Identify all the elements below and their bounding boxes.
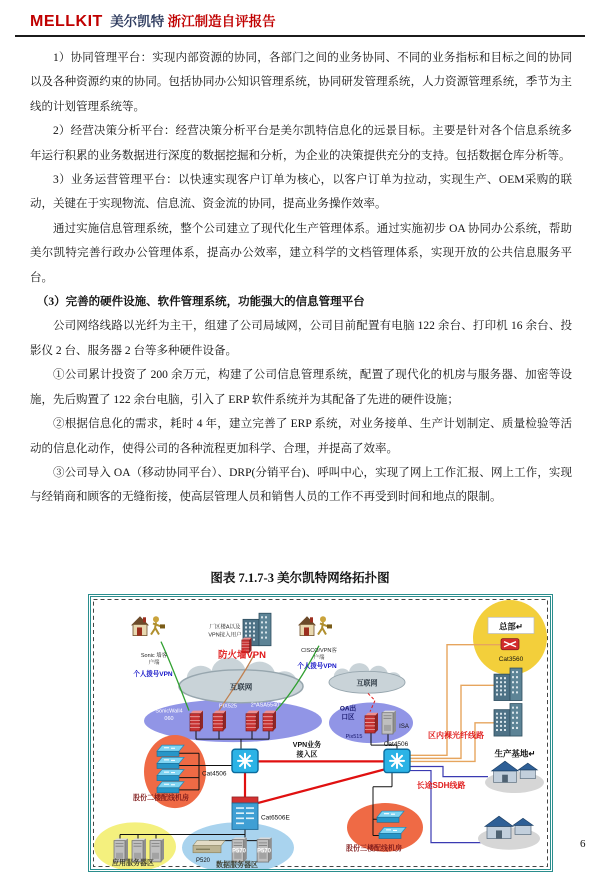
- plant-users-label-2: VPN接入用户: [208, 632, 242, 639]
- personal-vpn-label-left: 个人拨号VPN: [133, 671, 173, 679]
- app-server-icon-2: [132, 839, 146, 862]
- cat3560-label: Cat3560: [498, 655, 524, 663]
- data-server-zone-label: 数据服务器区: [216, 861, 258, 869]
- internet-cloud-left: [179, 658, 303, 703]
- p520-label: P520: [196, 857, 210, 864]
- vpn-access-label-1: VPN业务: [292, 742, 322, 750]
- cat4506-right-label: Cat4506: [383, 741, 409, 749]
- topology-canvas: [91, 597, 550, 869]
- oa-zone-label-1: OA出: [339, 705, 357, 713]
- p570-label-2: P570: [257, 848, 271, 855]
- asa-firewall-icon-2: [263, 711, 276, 731]
- cat6506e-label: Cat6506E: [261, 814, 290, 822]
- wiring-room-3f-label: 股份三楼配线机房: [346, 845, 402, 853]
- sonicwall-label-2: 060: [164, 715, 174, 722]
- header-title-navy: 美尔凯特: [110, 14, 165, 29]
- internet-label-right: 互联网: [356, 680, 378, 688]
- cat4506-right-switch-icon: [384, 749, 410, 772]
- paragraph-8: ②根据信息化的需求，耗时 4 年，建立完善了 ERP 系统，对业务接单、生产计划制定、质量检验等活动的信息化动作，使得公司的各种流程更加科学、合理，并提高了效率。: [30, 418, 572, 455]
- sonicwall-firewall-icon: [190, 711, 203, 731]
- pix515-firewall-icon: [365, 713, 378, 733]
- pix525-firewall-icon: [213, 711, 226, 731]
- paragraph-1: 1）协同管理平台：实现内部资源的协同，各部门之间的业务协同、不同的业务指标和目标之间的协同以及各种资源约束的协同。包括协同办公知识管理系统，协同研发管理系统，人力资源管理系统，季节为主线的计划管理系统等。: [30, 52, 572, 113]
- p520-server-icon: [193, 841, 225, 853]
- header-title-red: 浙江制造自评报告: [167, 14, 276, 29]
- app-server-icon-3: [150, 839, 164, 862]
- isa-label: ISA: [399, 723, 409, 730]
- cat4506-left-label: Cat4506: [202, 770, 227, 778]
- section-heading: （3）完善的硬件设施、软件管理系统，功能强大的信息管理平台: [36, 296, 365, 309]
- red-backbone-links: [245, 761, 384, 804]
- plant-users-label-1: 厂区楼A以及: [209, 624, 241, 631]
- sonic-client-label-1: Sonic 墙客: [140, 652, 168, 659]
- network-topology-diagram: [88, 594, 553, 872]
- production-base-label: 生产基地↵: [494, 748, 536, 759]
- sdh-line-label: 长途SDH线路: [416, 780, 466, 790]
- hq-label: 总部↵: [498, 621, 524, 632]
- vpn-access-label-2: 接入区: [296, 751, 318, 759]
- app-server-zone-label: 应用服务器区: [112, 859, 154, 867]
- figure-caption: 图表 7.1.7-3 美尔凯特网络拓扑图: [210, 571, 390, 585]
- pix525-label: PIX525: [218, 703, 238, 710]
- p570-label-1: P570: [232, 848, 246, 855]
- cat3560-switch-icon: [501, 639, 519, 650]
- isa-server-icon: [382, 711, 396, 734]
- production-site-icon-1: [485, 761, 544, 793]
- cisco-client-label-1: CISCO/VPN客: [301, 647, 337, 654]
- personal-vpn-label-right: 个人拨号VPN: [297, 663, 337, 671]
- internet-label-left: 互联网: [229, 682, 253, 692]
- paragraph-7: ①公司累计投资了 200 余万元，构建了公司信息管理系统，配置了现代化的机房与服务器、加密等设施，先后购置了 122 余台电脑，引入了 ERP 软件系统并为其配备了先进的硬件设施；: [30, 369, 572, 406]
- sonicwall-label-1: SonicWall4: [155, 708, 183, 715]
- sonic-remote-user-icon: [131, 616, 165, 635]
- cat4506-left-switch-icon: [232, 749, 258, 772]
- hq-zone: [473, 600, 547, 675]
- paragraph-6: 公司网络线路以光纤为主干，组建了公司局域网，公司目前配置有电脑 122 余台、打印机 16 余台、投影仪 2 台、服务器 2 台等多种硬件设备。: [30, 320, 572, 357]
- asa-label: 2*ASA5540: [250, 702, 280, 709]
- oa-zone-label-2: 口区: [341, 713, 355, 721]
- page-header: [15, 8, 585, 37]
- internet-cloud-right: [329, 663, 405, 693]
- paragraph-9: ③公司导入 OA（移动协同平台）、DRP(分销平台)、呼叫中心，实现了网上工作汇报、网上工作，实现与经销商和顾客的无缝衔接，使高层管理人员和销售人员的工作不再受到时间和地点的限制。: [30, 466, 572, 504]
- cisco-remote-user-icon: [298, 616, 332, 635]
- sonic-client-label-2: 户端: [148, 659, 160, 666]
- pix515-label: Pix515: [345, 734, 363, 741]
- body-text: [30, 46, 572, 561]
- paragraph-4: 通过实施信息管理系统，整个公司建立了现代化生产管理体系。通过实施初步 OA 协同办公系统，帮助美尔凯特完善行政办公管理体系，提高办公效率，建立科学的文档管理体系，实现开放的公共信息服务平台。: [30, 222, 572, 284]
- cisco-client-label-2: 户端: [313, 654, 325, 661]
- page-number: 6: [580, 838, 586, 850]
- paragraph-2: 2）经营决策分析平台：经营决策分析平台是美尔凯特信息化的远景目标。主要是针对各个信息系统多年运行积累的业务数据进行深度的数据挖掘和分析，为企业的决策提供充分的支持。包括数据仓库分析等。: [30, 125, 572, 162]
- cat6506e-core-switch-icon: [232, 797, 258, 829]
- wiring-room-2f-label: 股份二楼配线机房: [133, 794, 189, 802]
- paragraph-3: 3）业务运营管理平台：以快速实现客户订单为核心，以客户订单为拉动，实现生产、OEM采购的联动，关键在于实现物流、信息流、资金流的协同，提高业务操作效率。: [30, 174, 572, 211]
- asa-firewall-icon-1: [246, 711, 259, 731]
- app-server-icon-1: [114, 839, 128, 862]
- firewall-vpn-label: 防火墙VPN: [218, 649, 266, 661]
- fiber-line-label: 区内裸光纤线路: [428, 731, 484, 741]
- brand-logo: MELLKIT: [30, 13, 103, 30]
- hq-building-icon-2: [494, 704, 522, 736]
- production-site-icon-2: [478, 816, 540, 849]
